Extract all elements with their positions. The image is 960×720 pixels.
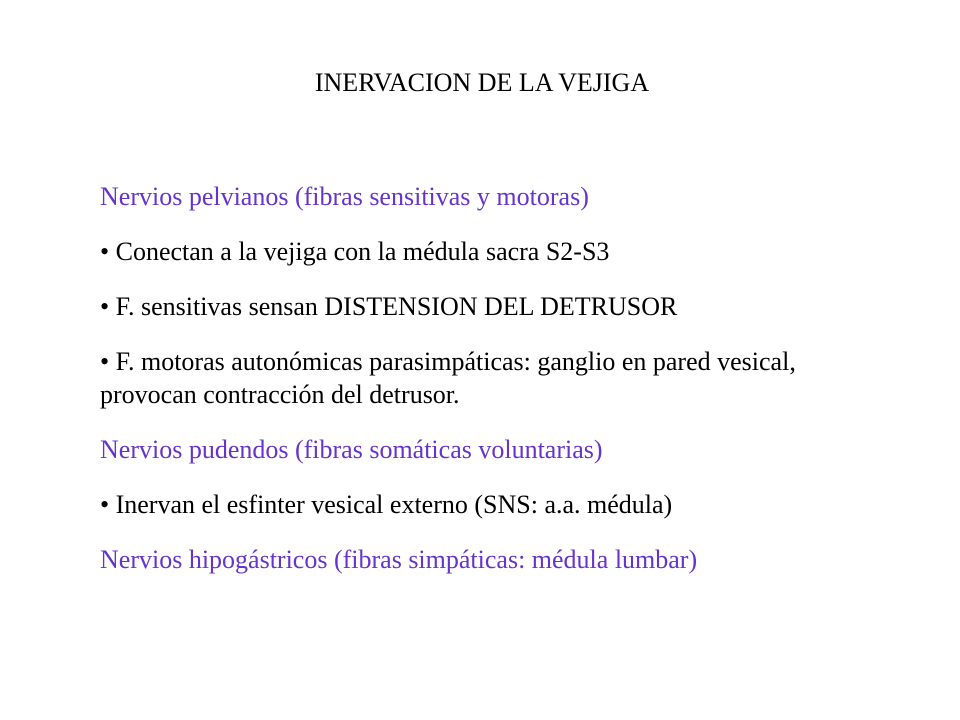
heading-pudendal-nerves: Nervios pudendos (fibras somáticas voluntarias) (100, 435, 603, 464)
bullet-motor-fibers: • F. motoras autonómicas parasimpáticas: ganglio en pared vesical, provocan contracción del detrusor. (100, 347, 796, 409)
bullet-external-sphincter: • Inervan el esfinter vesical externo (SNS: a.a. médula) (100, 490, 673, 519)
slide-content (100, 180, 860, 598)
slide-title: INERVACION DE LA VEJIGA (314, 68, 650, 97)
bullet-sensory-fibers: • F. sensitivas sensan DISTENSION DEL DETRUSOR (100, 292, 678, 321)
heading-pelvic-nerves: Nervios pelvianos (fibras sensitivas y motoras) (100, 182, 589, 211)
heading-hypogastric-nerves: Nervios hipogástricos (fibras simpáticas: médula lumbar) (100, 545, 698, 574)
bullet-connect-sacral: • Conectan a la vejiga con la médula sacra S2-S3 (100, 237, 610, 266)
